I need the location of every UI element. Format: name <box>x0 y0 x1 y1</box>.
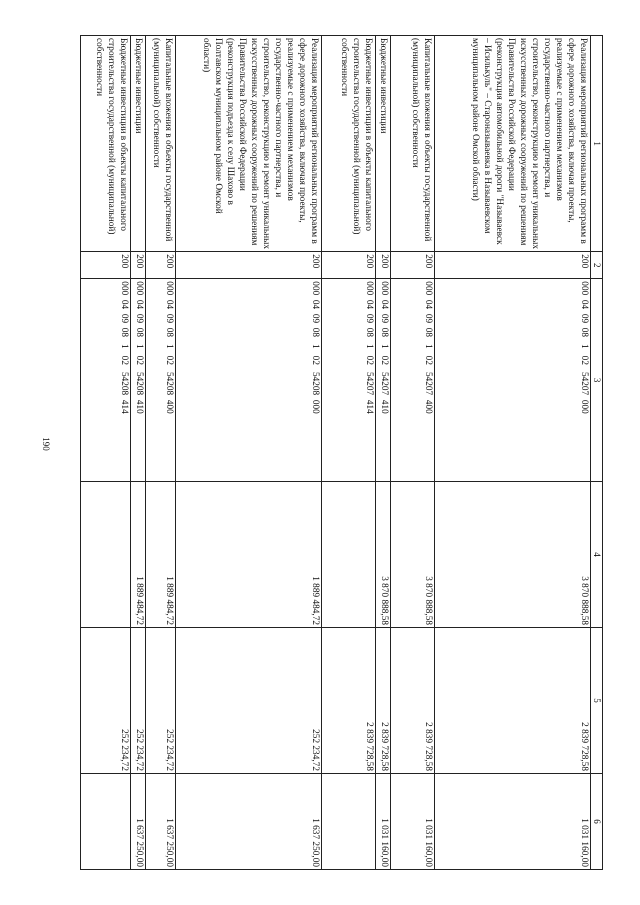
row-classifier: 000 04 09 08 1 02 54208 000 <box>176 279 322 482</box>
column-number-row <box>591 36 603 870</box>
table-row <box>146 36 176 870</box>
row-classifier: 000 04 09 08 1 02 54207 000 <box>435 279 591 482</box>
table-row <box>322 36 376 870</box>
row-value-col4: 1 889 484,72 <box>176 482 322 628</box>
table-row <box>176 36 322 870</box>
table-row <box>81 36 131 870</box>
row-value-col6: 1 031 160,00 <box>435 773 591 869</box>
row-classifier: 000 04 09 08 1 02 54208 414 <box>81 279 131 482</box>
row-code: 200 <box>435 252 591 279</box>
column-number: 2 <box>591 252 603 279</box>
row-value-col5: 252 234,72 <box>81 628 131 774</box>
row-name: Бюджетные инвестиции в объекты капитального строительства государственной (муниципальной) собственности <box>81 36 131 252</box>
row-code: 200 <box>131 252 146 279</box>
row-classifier: 000 04 09 08 1 02 54207 410 <box>376 279 391 482</box>
table-row <box>131 36 146 870</box>
table-row <box>391 36 435 870</box>
row-name: Бюджетные инвестиции <box>376 36 391 252</box>
row-value-col6: 1 031 160,00 <box>376 773 391 869</box>
rotated-table-page <box>83 35 603 870</box>
row-code: 200 <box>322 252 376 279</box>
row-value-col6 <box>81 773 131 869</box>
row-value-col5: 2 839 728,58 <box>322 628 376 774</box>
row-value-col6: 1 637 250,00 <box>131 773 146 869</box>
row-value-col4 <box>322 482 376 628</box>
row-name: Реализация мероприятий региональных программ в сфере дорожного хозяйства, включая проекты, реализуемые с применением механизмов государственно-частного партнерства, и строительство, реконструкцию и ремонт уникальных искусственных дорожных сооружений по решениям Правительства Российской Федерации (реконструкция автомобильной дороги "Называевск – Исилькуль" – Староназываевка в Называевском муниципальном районе Омской области) <box>435 36 591 252</box>
row-name: Капитальные вложения в объекты государственной (муниципальной) собственности <box>146 36 176 252</box>
row-value-col5: 252 234,72 <box>131 628 146 774</box>
row-value-col6: 1 637 250,00 <box>176 773 322 869</box>
row-name: Реализация мероприятий региональных программ в сфере дорожного хозяйства, включая проекты, реализуемые с применением механизмов государственно-частного партнерства, и строительство, реконструкцию и ремонт уникальных искусственных дорожных сооружений по решениям Правительства Российской Федерации (реконструкция подъезда к селу Шахово в Полтавском муниципальном районе Омской области) <box>176 36 322 252</box>
row-value-col6: 1 637 250,00 <box>146 773 176 869</box>
table-row <box>376 36 391 870</box>
row-value-col4: 3 870 888,58 <box>435 482 591 628</box>
row-value-col4: 3 870 888,58 <box>391 482 435 628</box>
row-value-col4: 3 870 888,58 <box>376 482 391 628</box>
row-value-col5: 2 839 728,58 <box>391 628 435 774</box>
column-number: 6 <box>591 773 603 869</box>
row-value-col6 <box>322 773 376 869</box>
row-code: 200 <box>391 252 435 279</box>
page-number: 190 <box>40 437 51 451</box>
row-value-col4: 1 889 484,72 <box>131 482 146 628</box>
row-name: Бюджетные инвестиции в объекты капитального строительства государственной (муниципальной) собственности <box>322 36 376 252</box>
row-code: 200 <box>81 252 131 279</box>
row-name: Капитальные вложения в объекты государственной (муниципальной) собственности <box>391 36 435 252</box>
row-name: Бюджетные инвестиции <box>131 36 146 252</box>
column-number: 4 <box>591 482 603 628</box>
row-code: 200 <box>146 252 176 279</box>
column-number: 5 <box>591 628 603 774</box>
row-code: 200 <box>376 252 391 279</box>
column-number: 3 <box>591 279 603 482</box>
row-value-col5: 2 839 728,58 <box>376 628 391 774</box>
table-row <box>435 36 591 870</box>
row-value-col6: 1 031 160,00 <box>391 773 435 869</box>
row-value-col4: 1 889 484,72 <box>146 482 176 628</box>
row-classifier: 000 04 09 08 1 02 54207 400 <box>391 279 435 482</box>
row-value-col5: 2 839 728,58 <box>435 628 591 774</box>
row-classifier: 000 04 09 08 1 02 54208 400 <box>146 279 176 482</box>
row-classifier: 000 04 09 08 1 02 54207 414 <box>322 279 376 482</box>
budget-table <box>80 35 603 870</box>
row-value-col5: 252 234,72 <box>176 628 322 774</box>
column-number: 1 <box>591 36 603 252</box>
row-value-col4 <box>81 482 131 628</box>
row-value-col5: 252 234,72 <box>146 628 176 774</box>
row-code: 200 <box>176 252 322 279</box>
row-classifier: 000 04 09 08 1 02 54208 410 <box>131 279 146 482</box>
